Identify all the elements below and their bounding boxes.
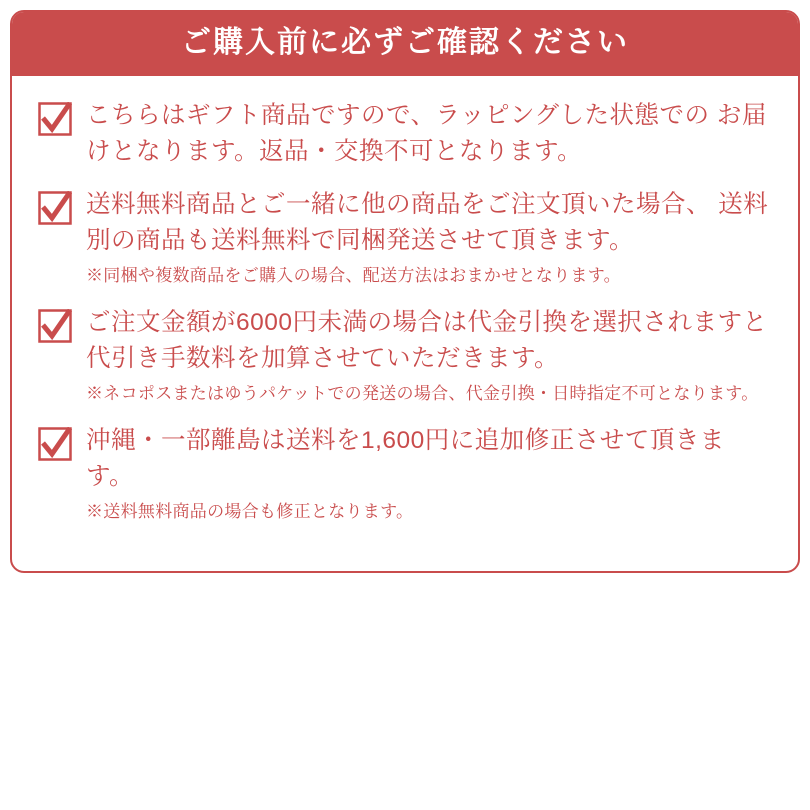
notice-item: [38, 423, 772, 525]
notice-item-text: [86, 305, 772, 407]
notice-item-main-text: ご注文金額が6000円未満の場合は代金引換を選択されますと 代引き手数料を加算させていただきます。: [86, 308, 768, 372]
notice-item-main-text: 送料無料商品とご一緒に他の商品をご注文頂いた場合、 送料別の商品も送料無料で同梱発送させて頂きます。: [86, 190, 769, 254]
check-mark-icon: [38, 191, 72, 225]
check-mark-icon: [38, 309, 72, 343]
notice-body: [12, 76, 798, 571]
notice-header-title: ご購入前に必ずご確認ください: [12, 12, 798, 76]
check-mark-icon: [38, 102, 72, 136]
notice-item-text: [86, 423, 772, 525]
notice-item-main-text: こちらはギフト商品ですので、ラッピングした状態での お届けとなります。返品・交換不可となります。: [86, 102, 767, 166]
notice-item-note: ※送料無料商品の場合も修正となります。: [86, 502, 414, 521]
notice-item-text: [86, 187, 772, 289]
notice-item-text: [86, 98, 772, 171]
notice-item-main-text: 沖縄・一部離島は送料を1,600円に追加修正させて頂きます。: [86, 426, 725, 490]
notice-item: [38, 187, 772, 289]
notice-item: [38, 305, 772, 407]
notice-item-note: ※ネコポスまたはゆうパケットでの発送の場合、代金引換・日時指定不可となります。: [86, 384, 759, 403]
notice-item-note: ※同梱や複数商品をご購入の場合、配送方法はおまかせとなります。: [86, 266, 621, 285]
notice-item: [38, 98, 772, 171]
check-mark-icon: [38, 427, 72, 461]
purchase-notice-card: [10, 10, 800, 573]
